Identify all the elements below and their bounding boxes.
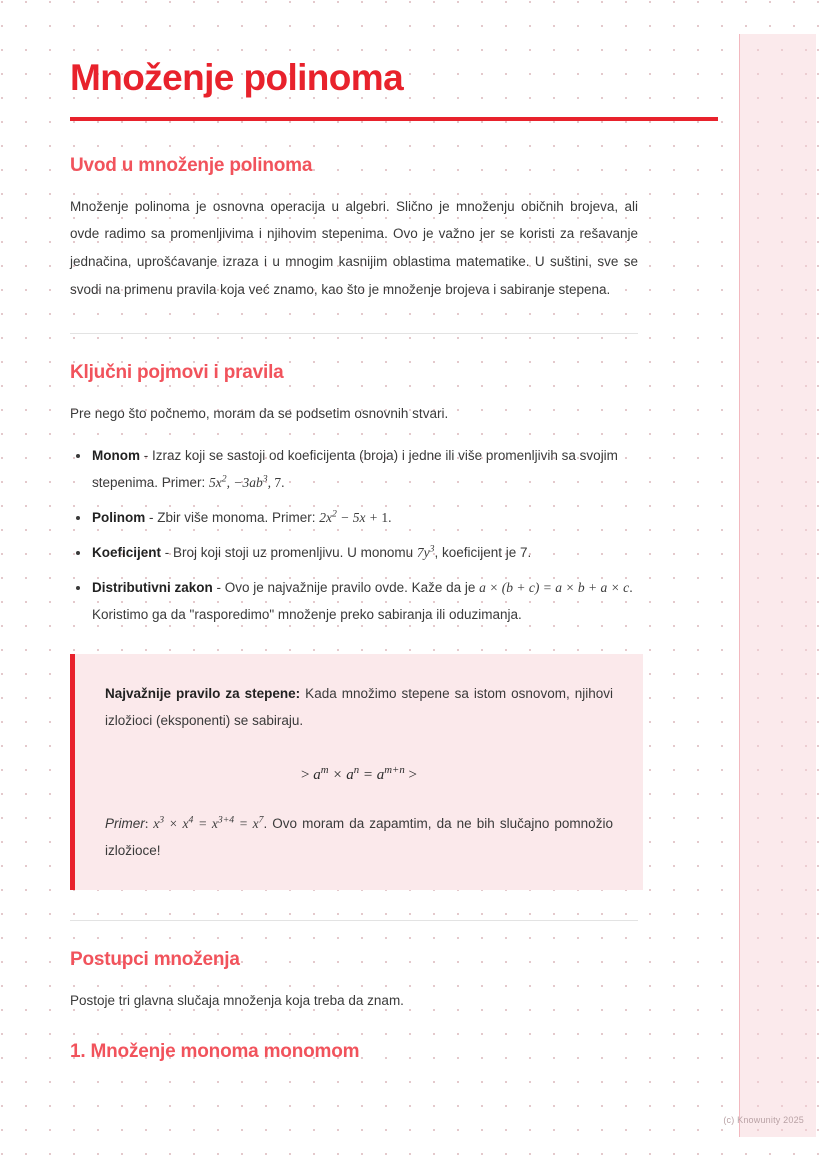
section-heading-intro: Uvod u množenje polinoma: [70, 154, 313, 176]
callout-label: Najvažnije pravilo za stepene:: [105, 686, 301, 702]
term-math: $7y^3$: [416, 543, 435, 561]
callout-example: [105, 810, 613, 864]
concepts-intro-paragraph: Pre nego što počnemo, moram da se podsetim osnovnih stvari.: [70, 406, 449, 422]
term-text-after: . Koristimo ga da "rasporedimo" množenje preko sabiranja ili oduzimanja.: [92, 580, 633, 623]
intro-paragraph: Množenje polinoma je osnovna operacija u algebri. Slično je množenju običnih brojeva, ali ovde radimo sa promenljivima i njihovim stepenima. Ovo je važno jer se koristi za rešavanje jednačina, uprošćavanje izraza i u mnogim kasnijim oblastima matematike. U suštini, sve se svodi na primenu pravila koja već znamo, kao što je množenje brojeva i sabiranje stepena.: [70, 198, 638, 297]
term-math: $2x^2 - 5x + 1$.: [319, 508, 392, 526]
terms-list: [70, 442, 638, 628]
procedures-paragraph: Postoje tri glavna slučaja množenja koja treba da znam.: [70, 993, 404, 1009]
section-heading-procedures: Postupci množenja: [70, 949, 240, 971]
callout-example-label: Primer: [105, 816, 145, 832]
list-item: [70, 442, 638, 496]
term-text: - Izraz koji se sastoji od koeficijenta (broja) i jedne ili više promenljivih sa svojim stepenima. Primer:: [92, 448, 618, 491]
term-label: Koeficijent: [92, 545, 162, 561]
list-item: [70, 539, 638, 566]
term-text: - Broj koji stoji uz promenljivu. U monomu: [161, 545, 417, 561]
term-text: - Zbir više monoma. Primer:: [145, 510, 320, 526]
section-divider-2: [70, 920, 638, 921]
key-rule-callout: [70, 654, 643, 890]
copyright-footer: (c) Knowunity 2025: [723, 1115, 804, 1125]
title-underline: [70, 117, 718, 121]
list-item: [70, 574, 638, 628]
term-text: - Ovo je najvažnije pravilo ovde. Kaže da je: [212, 580, 480, 596]
page-title: Množenje polinoma: [70, 57, 404, 98]
term-math: a × (b + c) = a × b + a × c: [479, 580, 630, 596]
callout-example-text: . Ovo moram da zapamtim, da ne bih slučajno pomnožio izložioce!: [105, 816, 613, 859]
term-text-after: , koeficijent je 7.: [434, 545, 532, 561]
term-label: Polinom: [92, 510, 146, 526]
term-label: Monom: [92, 448, 140, 464]
term-math: $5x^2$, $-3ab^3$, 7.: [209, 473, 285, 491]
section-divider-1: [70, 333, 638, 334]
document-content: [70, 58, 638, 1079]
list-item: [70, 504, 638, 531]
callout-body: [105, 680, 613, 734]
term-label: Distributivni zakon: [92, 580, 213, 596]
callout-formula: > $a^m \times a^n = a^{m+n}$ >: [301, 764, 417, 784]
section-heading-concepts: Ključni pojmovi i pravila: [70, 362, 284, 384]
callout-text: Kada množimo stepene sa istom osnovom, njihovi izložioci (eksponenti) se sabiraju.: [105, 686, 613, 729]
callout-example-math: : $x^3 \times x^4 = x^{3+4} = x^7$: [144, 814, 264, 832]
subsection-heading-monomial: 1. Množenje monoma monomom: [70, 1040, 360, 1062]
right-margin-strip: [739, 34, 816, 1137]
